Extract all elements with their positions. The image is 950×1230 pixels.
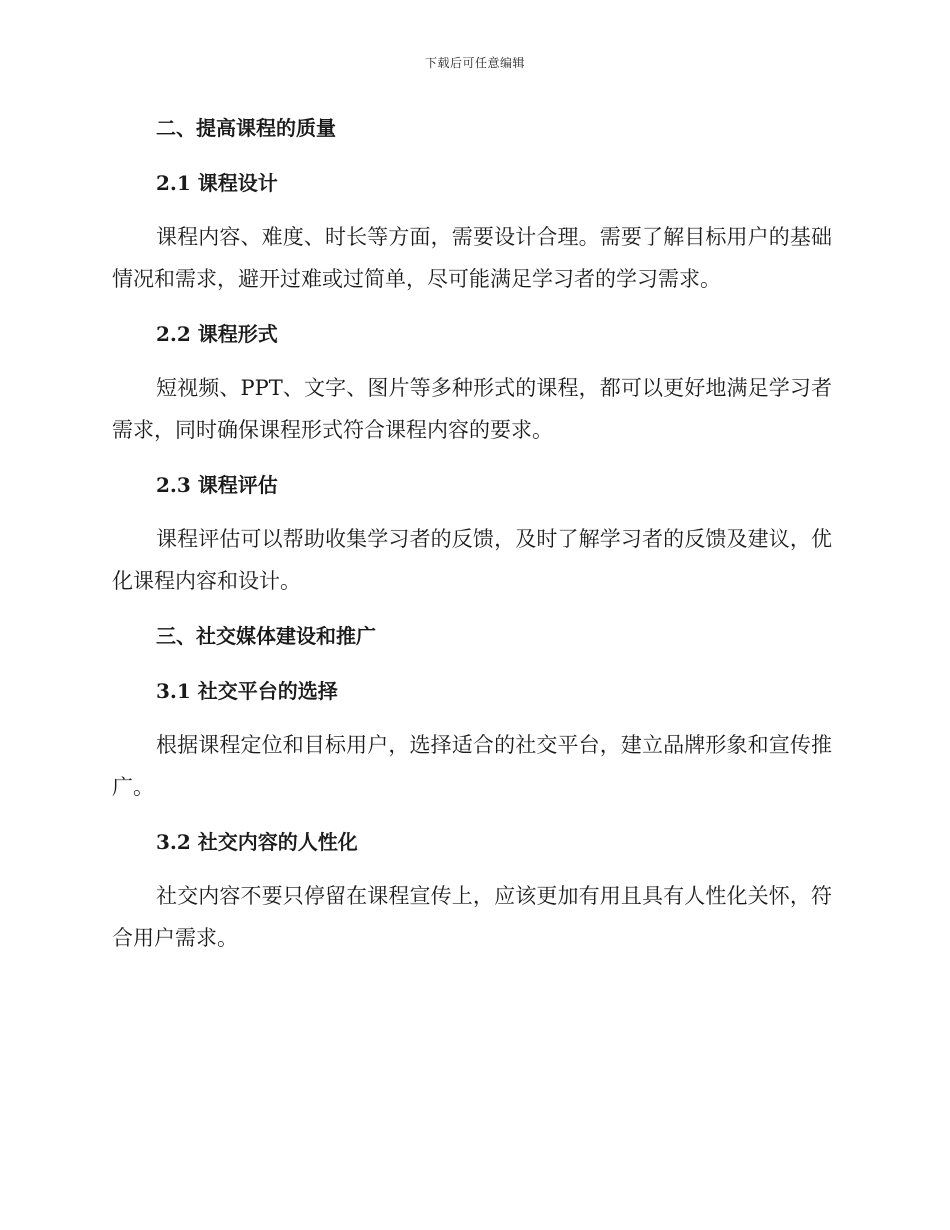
document-body — [112, 108, 832, 959]
section-2-1-text: 课程内容、难度、时长等方面，需要设计合理。需要了解目标用户的基础情况和需求，避开过难或过简单，尽可能满足学习者的学习需求。 — [112, 225, 832, 291]
section-3-2-text: 社交内容不要只停留在课程宣传上，应该更加有用且具有人性化关怀，符合用户需求。 — [112, 884, 832, 950]
section-3-2-title: 3.2 社交内容的人性化 — [156, 830, 358, 854]
section-2-2-text: 短视频、PPT、文字、图片等多种形式的课程，都可以更好地满足学习者需求，同时确保课程形式符合课程内容的要求。 — [112, 376, 832, 442]
section-3-1-text: 根据课程定位和目标用户，选择适合的社交平台，建立品牌形象和宣传推广。 — [112, 733, 832, 799]
section-2-title: 二、提高课程的质量 — [156, 116, 336, 140]
section-2-2-title: 2.2 课程形式 — [156, 322, 278, 346]
header-note: 下载后可任意编辑 — [424, 56, 525, 70]
section-3-title: 三、社交媒体建设和推广 — [156, 624, 376, 648]
section-2-3-title: 2.3 课程评估 — [156, 473, 278, 497]
section-2-1-title: 2.1 课程设计 — [156, 171, 278, 195]
section-2-3-text: 课程评估可以帮助收集学习者的反馈，及时了解学习者的反馈及建议，优化课程内容和设计。 — [112, 527, 832, 593]
section-3-1-title: 3.1 社交平台的选择 — [156, 679, 338, 703]
